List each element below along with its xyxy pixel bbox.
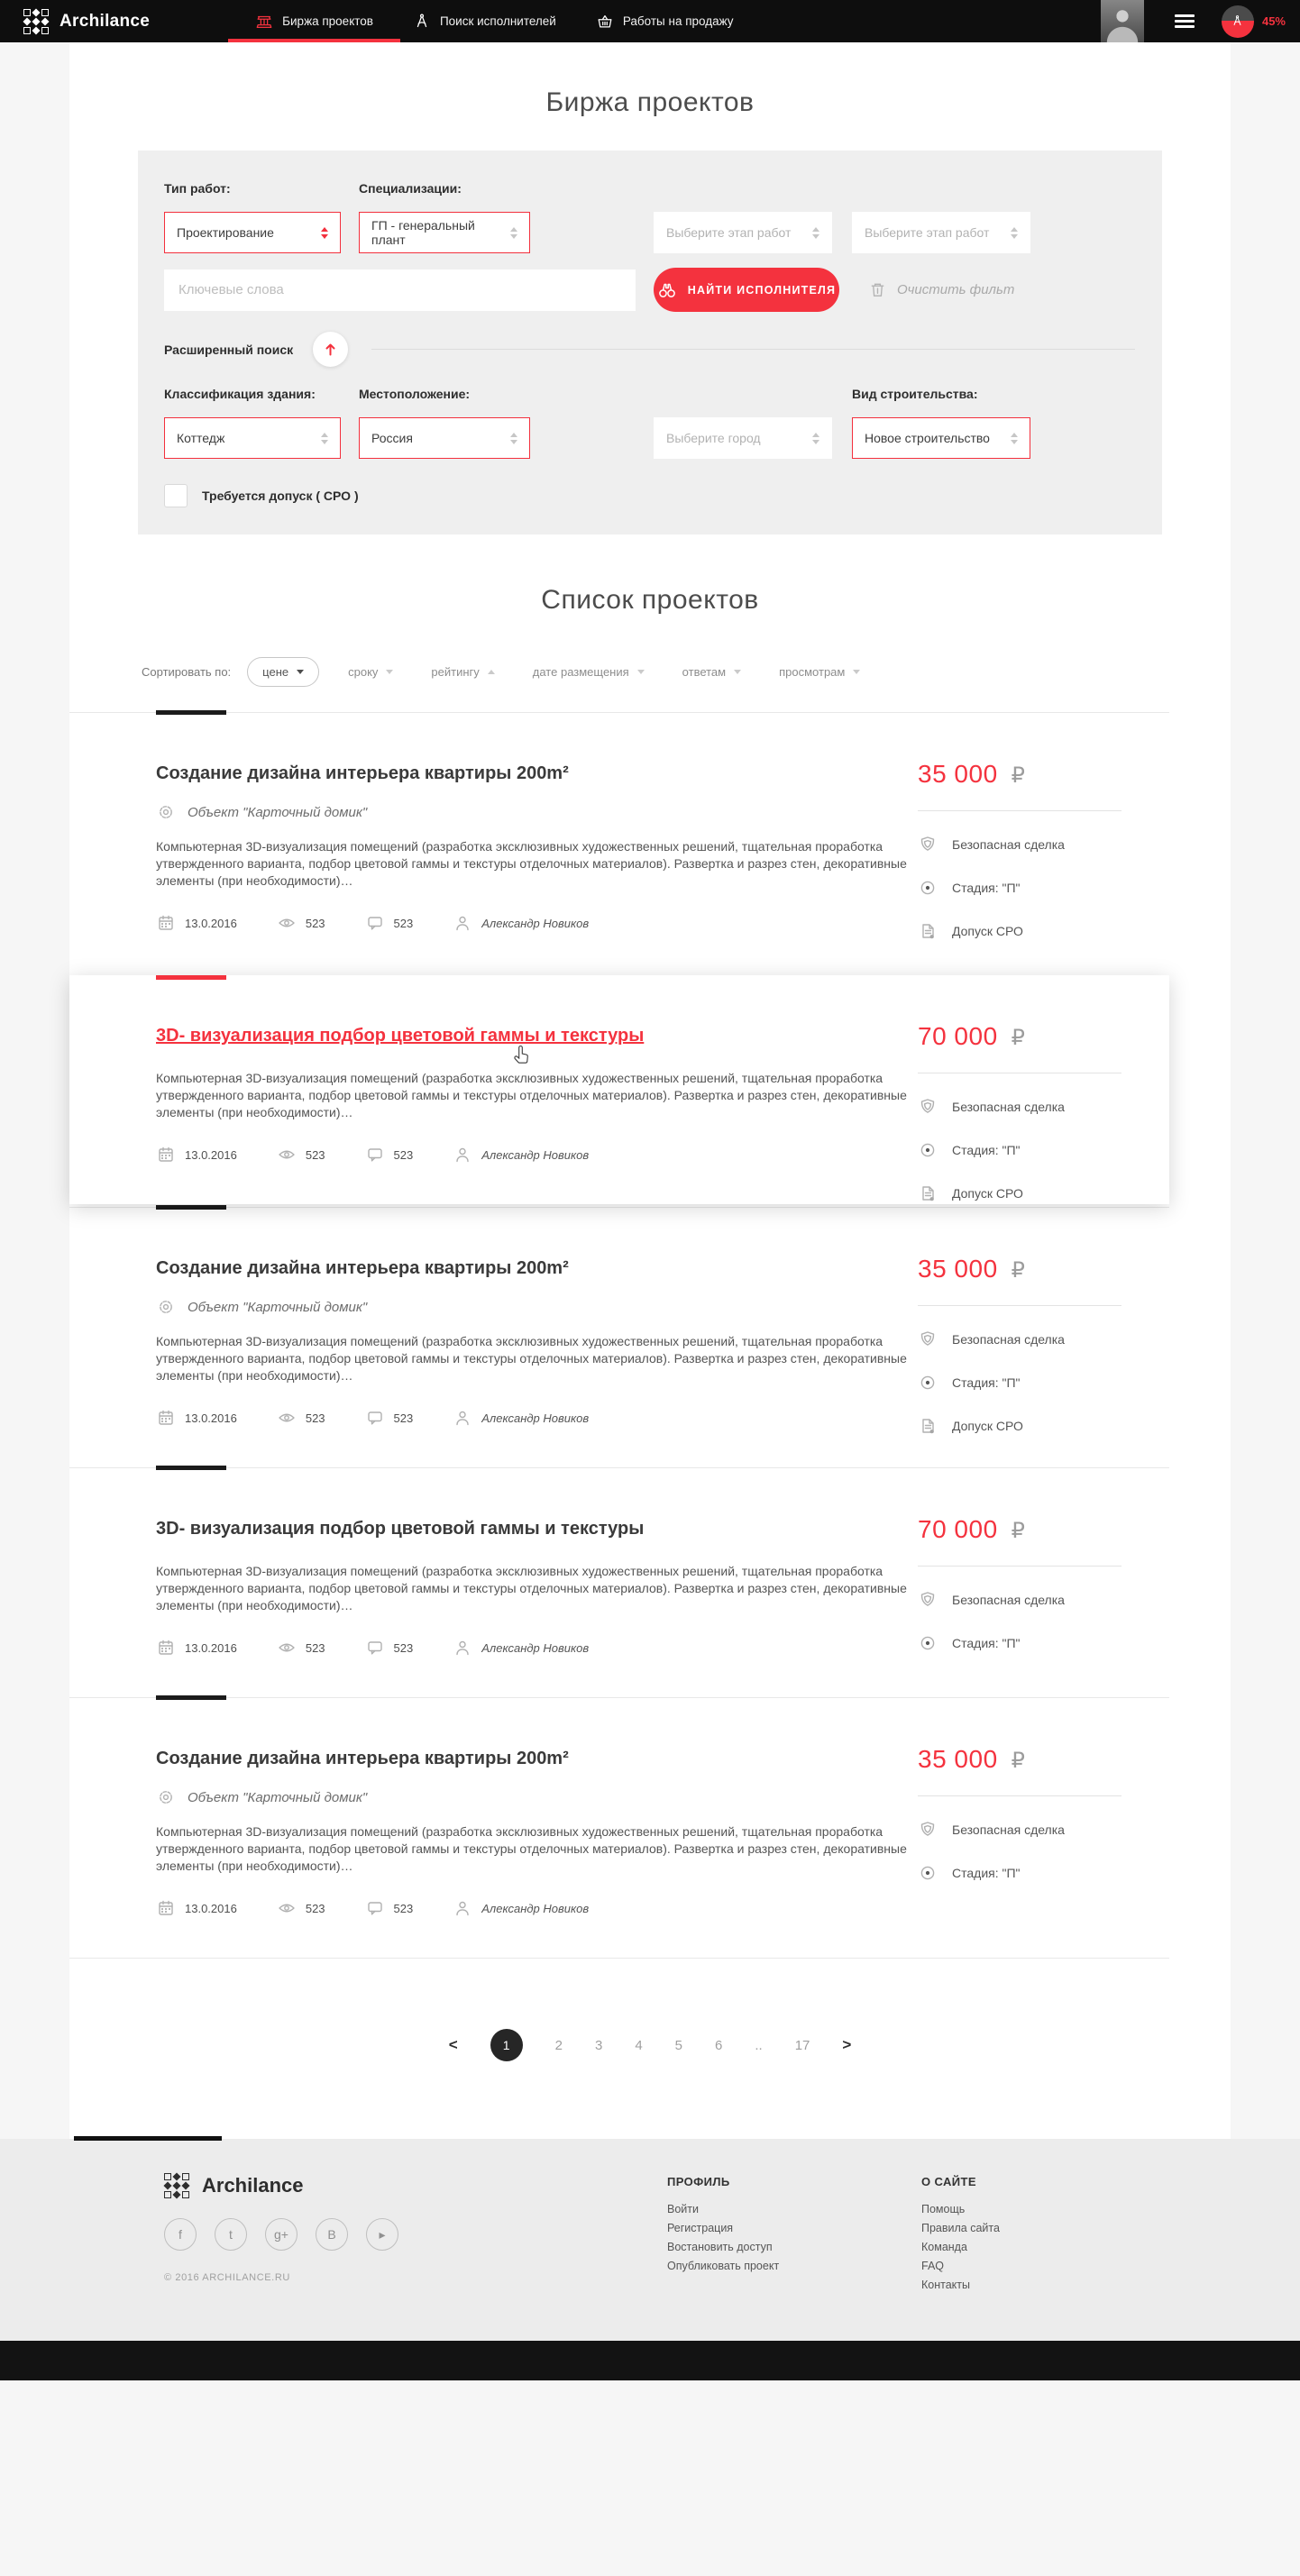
project-description: Компьютерная 3D-визуализация помещений (разработка эксклюзивных художественных решений, тщательная проработка утвержденного варианта, подбор цветовой гаммы и текстуры отделочных материалов). Развертка и разрез стен, декоративные элементы (при необходимости)…	[156, 1071, 907, 1119]
project-views: 523	[305, 916, 325, 930]
project-description: Компьютерная 3D-визуализация помещений (разработка эксклюзивных художественных решений, тщательная проработка утвержденного варианта, подбор цветовой гаммы и текстуры отделочных материалов). Развертка и разрез стен, декоративные элементы (при необходимости)…	[156, 1564, 907, 1612]
select-placeholder: Выберите этап работ	[666, 225, 792, 240]
sort-option-answers[interactable]: ответам	[682, 665, 741, 679]
badge-stage: Стадия: "П"	[952, 1636, 1021, 1650]
divider	[918, 1566, 1121, 1567]
profile-progress-percent: 45%	[1261, 14, 1286, 28]
stepper-arrows-icon	[812, 433, 819, 444]
comment-icon	[365, 1145, 385, 1165]
footer-link-contacts[interactable]: Контакты	[921, 2279, 970, 2291]
gear-icon	[156, 1297, 176, 1317]
badge-safe-deal: Безопасная сделка	[952, 1332, 1065, 1347]
archilance-logo-icon	[164, 2173, 189, 2198]
menu-burger-icon[interactable]	[1175, 14, 1195, 28]
project-date: 13.0.2016	[185, 1640, 237, 1655]
badge-stage: Стадия: "П"	[952, 881, 1021, 895]
project-comments: 523	[393, 1901, 414, 1915]
project-views: 523	[305, 1411, 325, 1425]
project-description: Компьютерная 3D-визуализация помещений (разработка эксклюзивных художественных решений, тщательная проработка утвержденного варианта, подбор цветовой гаммы и текстуры отделочных материалов). Развертка и разрез стен, декоративные элементы (при необходимости)…	[156, 1334, 907, 1383]
project-date: 13.0.2016	[185, 1411, 237, 1425]
document-icon	[918, 921, 938, 941]
clear-filter-button[interactable]	[868, 280, 1014, 299]
user-avatar-photo[interactable]	[1101, 0, 1144, 42]
footer-link-team[interactable]: Команда	[921, 2241, 967, 2253]
card-accent-dash	[156, 975, 226, 980]
project-author[interactable]: Александр Новиков	[481, 1901, 590, 1915]
footer-brand-name: Archilance	[202, 2174, 304, 2197]
select-work-type[interactable]	[164, 212, 341, 253]
shield-icon	[918, 1590, 938, 1610]
project-description: Компьютерная 3D-визуализация помещений (разработка эксклюзивных художественных решений, тщательная проработка утвержденного варианта, подбор цветовой гаммы и текстуры отделочных материалов). Развертка и разрез стен, декоративные элементы (при необходимости)…	[156, 839, 907, 888]
arrow-up-icon	[323, 342, 338, 357]
stepper-arrows-icon	[1011, 227, 1018, 239]
shield-icon	[918, 835, 938, 854]
select-work-stage-2[interactable]	[852, 212, 1030, 253]
eye-icon	[277, 1408, 297, 1428]
footer-link-login[interactable]: Войти	[667, 2203, 699, 2215]
eye-icon	[277, 1145, 297, 1165]
stepper-arrows-icon	[510, 227, 517, 239]
gear-icon	[156, 1787, 176, 1807]
advanced-search-toggle[interactable]	[313, 332, 348, 367]
stage-target-icon	[918, 878, 938, 898]
ruble-sign: ₽	[1011, 1519, 1025, 1543]
nav-label: Биржа проектов	[282, 14, 373, 28]
filter-panel	[138, 151, 1162, 534]
youtube-icon[interactable]: ▸	[366, 2218, 398, 2251]
calendar-icon	[156, 1408, 176, 1428]
badge-stage: Стадия: "П"	[952, 1866, 1021, 1880]
advanced-search-label: Расширенный поиск	[164, 342, 294, 357]
gear-icon	[156, 802, 176, 822]
project-views: 523	[305, 1147, 325, 1162]
filter-label-specialization: Специализации:	[359, 181, 462, 196]
project-price: 35 000 ₽	[918, 1255, 1025, 1283]
facebook-icon[interactable]: f	[164, 2218, 197, 2251]
project-side-panel	[918, 975, 1121, 1203]
select-construction-type[interactable]	[852, 417, 1030, 459]
project-card	[69, 712, 1169, 973]
footer-link-help[interactable]: Помощь	[921, 2203, 966, 2215]
twitter-icon[interactable]: t	[215, 2218, 247, 2251]
select-building-class[interactable]	[164, 417, 341, 459]
page-title: Биржа проектов	[545, 87, 755, 117]
project-card	[69, 1467, 1169, 1697]
select-city[interactable]	[654, 417, 832, 459]
divider	[371, 349, 1135, 350]
pagination-page[interactable]: 3	[594, 2037, 603, 2053]
footer-link-faq[interactable]: FAQ	[921, 2260, 945, 2272]
bottom-dark-bar	[0, 2341, 1300, 2380]
compass-icon	[1231, 14, 1244, 28]
project-card	[69, 1697, 1169, 1958]
filter-label-work-type: Тип работ:	[164, 181, 231, 196]
pagination-prev[interactable]: <	[448, 2036, 458, 2053]
pagination-page-current[interactable]: 1	[490, 2029, 523, 2061]
pagination-ellipsis: ..	[755, 2037, 763, 2053]
shield-icon	[918, 1329, 938, 1349]
trash-icon	[868, 280, 887, 299]
nav-item-works-for-sale[interactable]	[576, 0, 754, 42]
project-list	[69, 712, 1169, 1959]
comment-icon	[365, 1638, 385, 1658]
sro-checkbox-label: Требуется допуск ( СРО )	[202, 489, 359, 503]
stage-target-icon	[918, 1863, 938, 1883]
card-accent-dash	[156, 710, 226, 715]
stage-target-icon	[918, 1373, 938, 1393]
stepper-arrows-icon	[321, 433, 328, 444]
project-date: 13.0.2016	[185, 1147, 237, 1162]
stage-target-icon	[918, 1633, 938, 1653]
nav-item-find-performers[interactable]	[393, 0, 576, 42]
project-card-hovered	[69, 975, 1169, 1204]
top-header	[0, 0, 1300, 42]
sort-bar	[142, 657, 1231, 687]
stepper-arrows-icon	[510, 433, 517, 444]
nav-label: Работы на продажу	[622, 14, 734, 28]
select-specialization[interactable]	[359, 212, 530, 253]
project-card	[69, 1207, 1169, 1467]
select-value: Новое строительство	[865, 431, 990, 445]
arrow-down-icon	[734, 670, 741, 674]
select-work-stage-1[interactable]	[654, 212, 832, 253]
calendar-icon	[156, 1638, 176, 1658]
pagination-page[interactable]: 4	[635, 2037, 643, 2053]
project-side-panel	[918, 713, 1121, 941]
archilance-logo-icon	[23, 9, 49, 34]
project-author[interactable]: Александр Новиков	[481, 1147, 590, 1162]
project-author[interactable]: Александр Новиков	[481, 1640, 590, 1655]
ruble-sign: ₽	[1011, 1749, 1025, 1773]
brand-logo[interactable]	[23, 9, 150, 34]
pagination-page[interactable]: 5	[674, 2037, 682, 2053]
arrow-down-icon	[297, 670, 304, 674]
calendar-icon	[156, 1898, 176, 1918]
project-price: 70 000 ₽	[918, 1515, 1025, 1543]
ruble-sign: ₽	[1011, 1026, 1025, 1050]
ruble-sign: ₽	[1011, 763, 1025, 788]
calendar-icon	[156, 913, 176, 933]
project-price: 35 000 ₽	[918, 760, 1025, 788]
sort-option-term[interactable]: сроку	[348, 665, 393, 679]
comment-icon	[365, 913, 385, 933]
badge-sro: Допуск СРО	[952, 1186, 1023, 1201]
project-object: Объект "Карточный домик"	[188, 804, 368, 820]
project-title-link[interactable]: Создание дизайна интерьера квартиры 200m²	[156, 763, 569, 783]
project-object: Объект "Карточный домик"	[188, 1299, 368, 1315]
footer-column-profile	[667, 2175, 779, 2276]
project-price: 70 000 ₽	[918, 1022, 1025, 1050]
project-author[interactable]: Александр Новиков	[481, 916, 590, 930]
project-title-link[interactable]: 3D- визуализация подбор цветовой гаммы и текстуры	[156, 1026, 645, 1046]
stepper-arrows-icon	[812, 227, 819, 239]
select-value: Россия	[371, 431, 413, 445]
badge-safe-deal: Безопасная сделка	[952, 1593, 1065, 1607]
project-side-panel	[918, 1468, 1121, 1653]
footer-link-register[interactable]: Регистрация	[667, 2222, 734, 2234]
footer-column-title: О САЙТЕ	[921, 2175, 976, 2188]
badge-sro: Допуск СРО	[952, 924, 1023, 938]
project-date: 13.0.2016	[185, 1901, 237, 1915]
card-accent-dash	[156, 1205, 226, 1210]
google-plus-icon[interactable]: g+	[265, 2218, 298, 2251]
person-icon	[453, 1408, 472, 1428]
arrow-down-icon	[386, 670, 393, 674]
eye-icon	[277, 1898, 297, 1918]
compass-icon	[413, 13, 431, 31]
stage-target-icon	[918, 1140, 938, 1160]
sort-option-views[interactable]: просмотрам	[779, 665, 860, 679]
select-country[interactable]	[359, 417, 530, 459]
person-icon	[453, 1145, 472, 1165]
brand-name: Archilance	[60, 11, 151, 31]
person-icon	[453, 1638, 472, 1658]
project-views: 523	[305, 1640, 325, 1655]
vk-icon[interactable]: В	[316, 2218, 348, 2251]
comment-icon	[365, 1408, 385, 1428]
binoculars-icon	[657, 280, 677, 300]
footer-column-about	[921, 2175, 1000, 2295]
select-placeholder: Выберите этап работ	[865, 225, 990, 240]
arrow-down-icon	[637, 670, 645, 674]
select-value: Коттедж	[177, 431, 225, 445]
stepper-arrows-icon	[1011, 433, 1018, 444]
project-object: Объект "Карточный домик"	[188, 1789, 368, 1805]
project-comments: 523	[393, 1411, 414, 1425]
filter-label-location: Местоположение:	[359, 387, 471, 401]
badge-safe-deal: Безопасная сделка	[952, 1822, 1065, 1837]
badge-stage: Стадия: "П"	[952, 1143, 1021, 1157]
badge-stage: Стадия: "П"	[952, 1375, 1021, 1390]
project-title-link[interactable]: Создание дизайна интерьера квартиры 200m²	[156, 1749, 569, 1768]
keywords-input[interactable]	[164, 269, 636, 311]
select-value: ГП - генеральный плант	[371, 218, 475, 247]
shield-icon	[918, 1820, 938, 1840]
project-comments: 523	[393, 916, 414, 930]
arrow-down-icon	[853, 670, 860, 674]
footer-column-title: ПРОФИЛЬ	[667, 2175, 730, 2188]
footer-accent-dash	[74, 2136, 222, 2141]
project-side-panel	[918, 1698, 1121, 1883]
footer	[0, 2139, 1300, 2341]
pagination-page[interactable]: 2	[554, 2037, 563, 2053]
filter-label-construction-type: Вид строительства:	[852, 387, 978, 401]
project-comments: 523	[393, 1640, 414, 1655]
comment-icon	[365, 1898, 385, 1918]
pagination	[69, 1959, 1231, 2139]
find-performer-label: НАЙТИ ИСПОЛНИТЕЛЯ	[687, 283, 837, 297]
header-right	[1101, 0, 1300, 42]
card-accent-dash	[156, 1695, 226, 1700]
column-icon	[255, 13, 273, 31]
find-performer-button[interactable]	[654, 268, 839, 312]
project-description: Компьютерная 3D-визуализация помещений (разработка эксклюзивных художественных решений, тщательная проработка утвержденного варианта, подбор цветовой гаммы и текстуры отделочных материалов). Развертка и разрез стен, декоративные элементы (при необходимости)…	[156, 1824, 907, 1873]
badge-safe-deal: Безопасная сделка	[952, 837, 1065, 852]
project-date: 13.0.2016	[185, 916, 237, 930]
sort-label: Сортировать по:	[142, 665, 232, 679]
select-placeholder: Выберите город	[666, 431, 761, 445]
badge-safe-deal: Безопасная сделка	[952, 1100, 1065, 1114]
calendar-icon	[156, 1145, 176, 1165]
hand-cursor-icon	[513, 1044, 533, 1067]
eye-icon	[277, 913, 297, 933]
filter-label-building-class: Классификация здания:	[164, 387, 316, 401]
pagination-page[interactable]: 17	[794, 2037, 810, 2053]
badge-sro: Допуск СРО	[952, 1419, 1023, 1433]
project-author[interactable]: Александр Новиков	[481, 1411, 590, 1425]
project-title-link[interactable]: Создание дизайна интерьера квартиры 200m²	[156, 1258, 569, 1278]
nav-label: Поиск исполнителей	[439, 14, 556, 28]
sort-option-price[interactable]: цене	[247, 657, 319, 687]
divider	[918, 1305, 1121, 1306]
main-content	[69, 42, 1231, 2139]
card-accent-dash	[156, 1466, 226, 1470]
project-comments: 523	[393, 1147, 414, 1162]
document-icon	[918, 1183, 938, 1203]
select-value: Проектирование	[177, 225, 274, 240]
divider	[918, 1795, 1121, 1796]
list-title: Список проектов	[541, 585, 759, 615]
person-icon	[453, 1898, 472, 1918]
project-views: 523	[305, 1901, 325, 1915]
footer-link-rules[interactable]: Правила сайта	[921, 2222, 1000, 2234]
nav-item-projects-exchange[interactable]	[235, 0, 393, 42]
profile-progress-avatar[interactable]	[1222, 5, 1254, 38]
arrow-up-icon	[488, 670, 495, 674]
sort-option-rating[interactable]: рейтингу	[431, 665, 494, 679]
pagination-page[interactable]: 6	[715, 2037, 723, 2053]
ruble-sign: ₽	[1011, 1258, 1025, 1283]
stepper-arrows-icon	[321, 227, 328, 239]
sro-checkbox[interactable]	[164, 484, 188, 507]
project-price: 35 000 ₽	[918, 1745, 1025, 1773]
person-icon	[453, 913, 472, 933]
copyright: © 2016 ARCHILANCE.RU	[164, 2272, 290, 2283]
footer-link-publish-project[interactable]: Опубликовать проект	[667, 2260, 780, 2272]
project-side-panel	[918, 1208, 1121, 1436]
pagination-next[interactable]: >	[842, 2036, 852, 2053]
clear-filter-label: Очистить фильт	[897, 282, 1015, 297]
project-title-link[interactable]: 3D- визуализация подбор цветовой гаммы и текстуры	[156, 1519, 645, 1539]
sort-option-date[interactable]: дате размещения	[533, 665, 645, 679]
shield-icon	[918, 1097, 938, 1117]
divider	[918, 810, 1121, 811]
eye-icon	[277, 1638, 297, 1658]
basket-icon	[596, 13, 614, 31]
footer-link-restore-access[interactable]: Востановить доступ	[667, 2241, 773, 2253]
main-nav	[235, 0, 753, 42]
document-icon	[918, 1416, 938, 1436]
